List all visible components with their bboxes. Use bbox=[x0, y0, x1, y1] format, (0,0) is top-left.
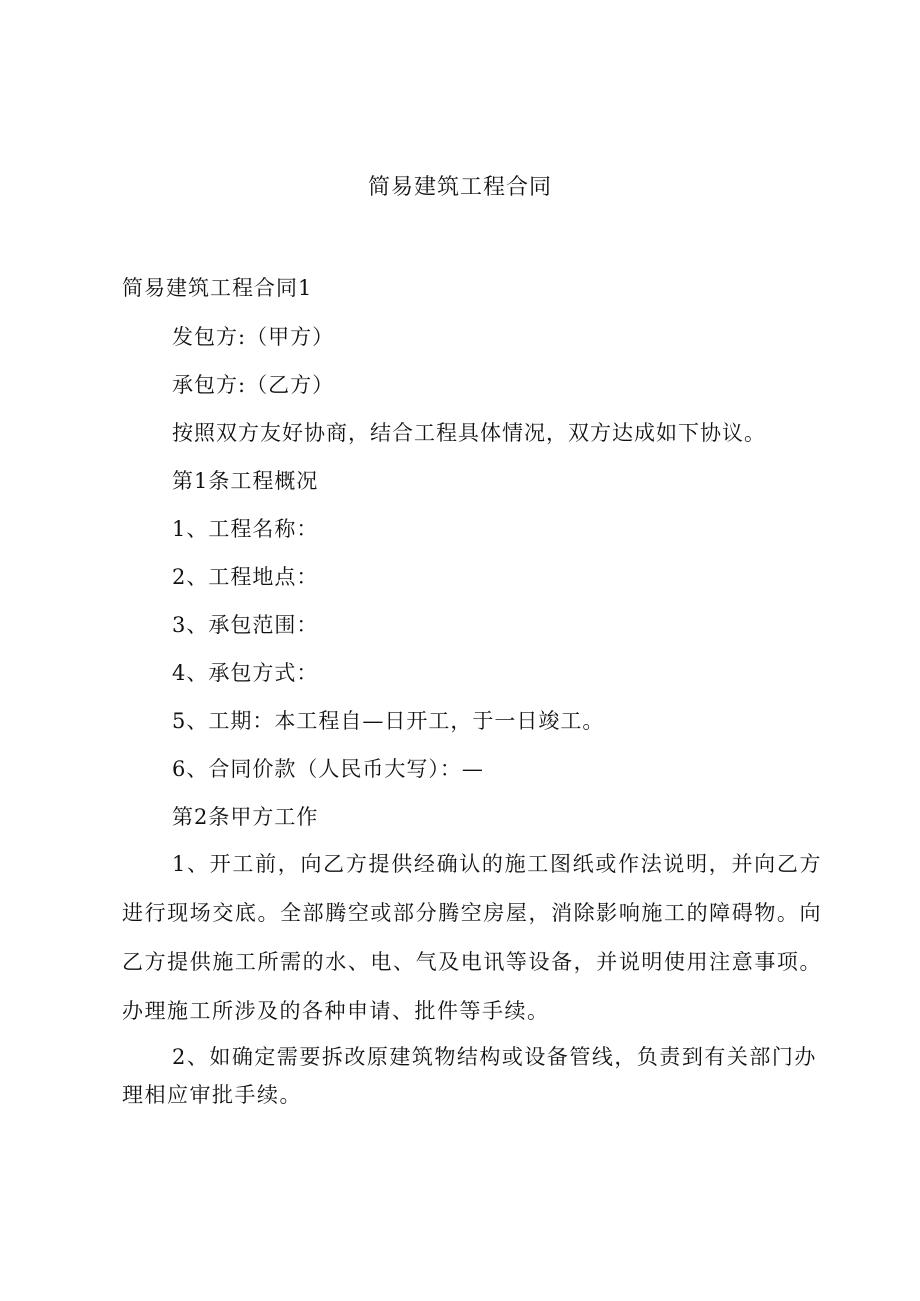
article-2-paragraph-2: 2、如确定需要拆改原建筑物结构或设备管线，负责到有关部门办理相应审批手续。 bbox=[122, 1045, 817, 1107]
contract-subtitle: 简易建筑工程合同1 bbox=[122, 276, 313, 300]
party-a-line: 发包方:（甲方） bbox=[172, 325, 335, 349]
article-1-heading: 第1条工程概况 bbox=[172, 469, 319, 493]
article-1-item: 6、合同价款（人民币大写）：— bbox=[172, 757, 484, 781]
article-1-item: 5、工期：本工程自—日开工，于一日竣工。 bbox=[172, 709, 605, 733]
party-b-line: 承包方:（乙方） bbox=[172, 373, 335, 397]
article-2-heading: 第2条甲方工作 bbox=[172, 805, 319, 829]
article-2-paragraph-1: 1、开工前，向乙方提供经确认的施工图纸或作法说明，并向乙方进行现场交底。全部腾空或部分腾空房屋，消除影响施工的障碍物。向乙方提供施工所需的水、电、气及电讯等设备，并说明使用注意事项。办理施工所涉及的各种申请、批件等手续。 bbox=[122, 852, 822, 1023]
article-1-item: 4、承包方式： bbox=[172, 661, 319, 685]
article-1-item: 3、承包范围： bbox=[172, 613, 319, 637]
article-1-item: 2、工程地点： bbox=[172, 565, 319, 589]
document-title: 简易建筑工程合同 bbox=[367, 175, 552, 200]
article-1-item: 1、工程名称： bbox=[172, 517, 319, 541]
intro-line: 按照双方友好协商，结合工程具体情况，双方达成如下协议。 bbox=[172, 421, 766, 445]
